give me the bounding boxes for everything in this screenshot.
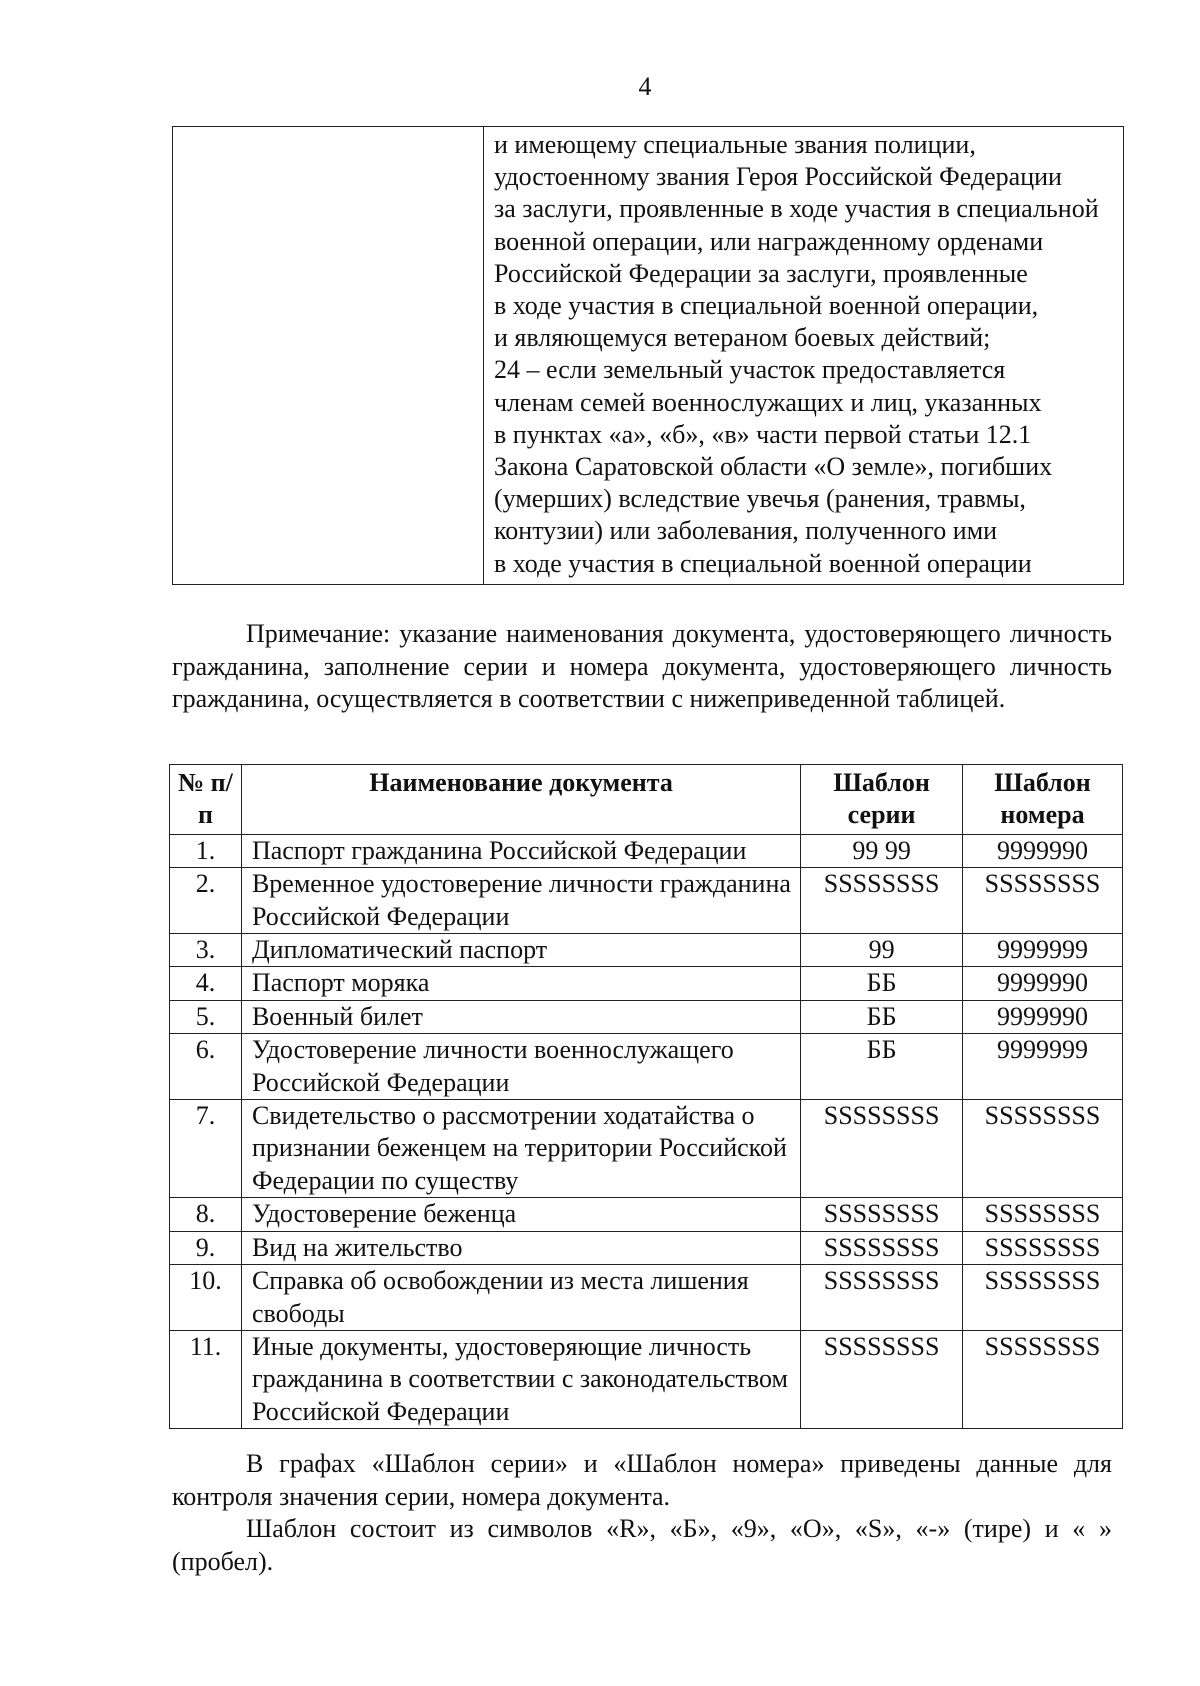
continuation-line: в пунктах «а», «б», «в» части первой статьи 12.1 (494, 419, 1032, 449)
row-series: SSSSSSSS (801, 1100, 963, 1198)
row-number: SSSSSSSS (963, 1265, 1123, 1331)
continuation-line: Российской Федерации за заслуги, проявленные (494, 258, 1028, 288)
row-series: SSSSSSSS (801, 1231, 963, 1264)
continuation-line: и имеющему специальные звания полиции, (494, 130, 976, 159)
row-num: 11. (170, 1330, 242, 1428)
row-series: ББ (801, 1000, 963, 1033)
continuation-line: контузии) или заболевания, полученного ими (494, 516, 998, 546)
row-number: 9999990 (963, 1000, 1123, 1033)
row-number: SSSSSSSS (963, 1330, 1123, 1428)
row-num: 7. (170, 1100, 242, 1198)
continuation-line: Закона Саратовской области «О земле», погибших (494, 452, 1053, 482)
row-name: Временное удостоверение личности гражданина Российской Федерации (241, 868, 800, 934)
row-number: 9999990 (963, 967, 1123, 1000)
row-number: SSSSSSSS (963, 1100, 1123, 1198)
table-row (170, 1265, 1123, 1331)
row-series: SSSSSSSS (801, 1198, 963, 1231)
continuation-line: 24 – если земельный участок предоставляется (494, 355, 1006, 385)
row-number: 9999990 (963, 834, 1123, 867)
row-number: 9999999 (963, 1034, 1123, 1100)
row-series: 99 99 (801, 834, 963, 867)
row-num: 4. (170, 967, 242, 1000)
row-num: 5. (170, 1000, 242, 1033)
continuation-line: военной операции, или награжденному орденами (494, 226, 1044, 256)
page-number: 4 (638, 72, 652, 101)
row-num: 6. (170, 1034, 242, 1100)
row-name: Удостоверение беженца (241, 1198, 800, 1231)
continuation-line: за заслуги, проявленные в ходе участия в специальной (494, 194, 1099, 224)
table-row (170, 1198, 1123, 1231)
footer-paragraph-1: В графах «Шаблон серии» и «Шаблон номера» приведены данные для контроля значения серии, номера документа. (172, 1449, 1112, 1511)
header-number: Шаблон номера (963, 765, 1123, 835)
row-name: Свидетельство о рассмотрении ходатайства о признании беженцем на территории Российской Федерации по существу (241, 1100, 800, 1198)
row-name: Вид на жительство (241, 1231, 800, 1264)
row-number: SSSSSSSS (963, 1198, 1123, 1231)
continuation-line: в ходе участия в специальной военной операции (494, 548, 1032, 578)
row-name: Иные документы, удостоверяющие личность гражданина в соответствии с законодательством Российской Федерации (241, 1330, 800, 1428)
table-row (170, 868, 1123, 934)
table-row (170, 1330, 1123, 1428)
footer-paragraph-2: Шаблон состоит из символов «R», «Б», «9», «O», «S», «-» (тире) и « » (пробел). (172, 1514, 1112, 1576)
continuation-empty-cell (173, 127, 484, 585)
continuation-line: удостоенному звания Героя Российской Федерации (494, 162, 1062, 192)
row-name: Справка об освобождении из места лишения свободы (241, 1265, 800, 1331)
row-series: 99 (801, 934, 963, 967)
continuation-table (172, 126, 1124, 585)
row-name: Удостоверение личности военнослужащего Российской Федерации (241, 1034, 800, 1100)
row-name: Военный билет (241, 1000, 800, 1033)
row-num: 9. (170, 1231, 242, 1264)
continuation-line: в ходе участия в специальной военной операции, (494, 291, 1039, 321)
footer-text (172, 1448, 1112, 1578)
header-name: Наименование документа (241, 765, 800, 835)
row-num: 3. (170, 934, 242, 967)
row-series: SSSSSSSS (801, 1265, 963, 1331)
row-num: 10. (170, 1265, 242, 1331)
continuation-line: (умерших) вследствие увечья (ранения, травмы, (494, 484, 1026, 514)
row-number: SSSSSSSS (963, 868, 1123, 934)
header-num: № п/п (170, 765, 242, 835)
row-number: SSSSSSSS (963, 1231, 1123, 1264)
note-paragraph: Примечание: указание наименования документа, удостоверяющего личность гражданина, заполнение серии и номера документа, удостоверяющего личность гражданина, осуществляется в соответствии с нижеприведенной таблицей. (172, 619, 1112, 713)
header-series: Шаблон серии (801, 765, 963, 835)
continuation-line: членам семей военнослужащих и лиц, указанных (494, 387, 1042, 417)
row-series: ББ (801, 967, 963, 1000)
table-row (170, 1000, 1123, 1033)
row-num: 8. (170, 1198, 242, 1231)
row-number: 9999999 (963, 934, 1123, 967)
document-templates-table (169, 764, 1123, 1429)
table-row (170, 934, 1123, 967)
row-num: 1. (170, 834, 242, 867)
table-row (170, 1100, 1123, 1198)
table-row (170, 1034, 1123, 1100)
table-row (170, 1231, 1123, 1264)
row-name: Паспорт моряка (241, 967, 800, 1000)
row-name: Дипломатический паспорт (241, 934, 800, 967)
continuation-line: и являющемуся ветераном боевых действий; (494, 323, 991, 353)
row-name: Паспорт гражданина Российской Федерации (241, 834, 800, 867)
row-num: 2. (170, 868, 242, 934)
row-series: SSSSSSSS (801, 1330, 963, 1428)
row-series: ББ (801, 1034, 963, 1100)
table-row (170, 834, 1123, 867)
row-series: SSSSSSSS (801, 868, 963, 934)
table-row (170, 967, 1123, 1000)
table-header-row (170, 765, 1123, 835)
continuation-text-cell (484, 127, 1124, 585)
